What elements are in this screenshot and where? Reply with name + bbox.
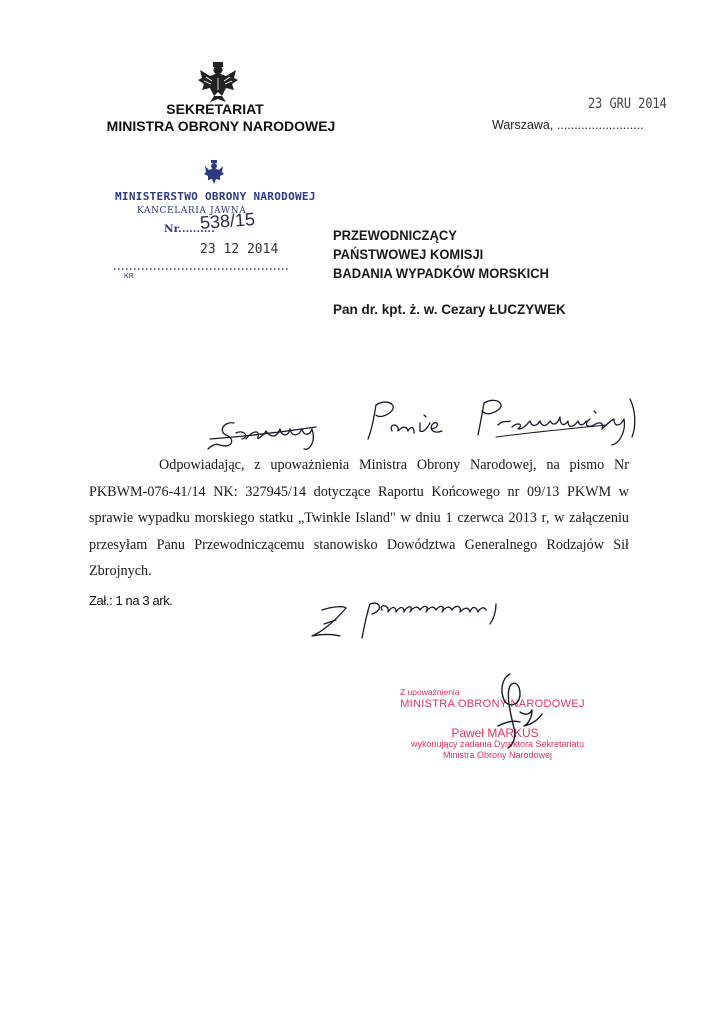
stamp-ministry-line: MINISTERSTWO OBRONY NARODOWEJ	[115, 190, 316, 203]
addressee-name: Pan dr. kpt. ż. w. Cezary ŁUCZYWEK	[333, 302, 566, 317]
handwritten-signature	[480, 672, 550, 757]
place-date-line: Warszawa, .........................	[492, 118, 644, 132]
handwritten-closing	[300, 584, 520, 649]
stamp-eagle-icon	[204, 160, 224, 186]
org-name-line2: MINISTRA OBRONY NARODOWEJ	[106, 118, 336, 134]
signature-stamp-line2: MINISTRA OBRONY NARODOWEJ	[400, 698, 585, 710]
addressee-line3: BADANIA WYPADKÓW MORSKICH	[333, 266, 549, 281]
date-stamp: 23 GRU 2014	[588, 96, 667, 112]
stamp-divider	[112, 260, 292, 278]
stamp-extra-mark: KR	[124, 273, 134, 280]
handwritten-salutation	[206, 393, 646, 458]
attachment-note: Zał.: 1 na 3 ark.	[89, 593, 173, 608]
registration-stamp	[112, 160, 316, 280]
eagle-emblem-icon	[196, 60, 240, 104]
signature-stamp	[385, 682, 615, 772]
addressee-line1: PRZEWODNICZĄCY	[333, 228, 457, 243]
org-name-line1: SEKRETARIAT	[166, 101, 264, 117]
stamp-reg-number: 538/15	[199, 209, 256, 233]
addressee-line2: PAŃSTWOWEJ KOMISJI	[333, 247, 484, 262]
signature-stamp-name: Paweł MARKUS	[451, 726, 539, 740]
signature-stamp-role: wykonujący zadania Dyrektora Sekretariatu	[410, 739, 585, 749]
addressee-block	[333, 226, 549, 283]
stamp-date: 23 12 2014	[200, 242, 279, 257]
signature-stamp-line1: Z upoważnienia	[400, 687, 460, 697]
stamp-nr-label: Nr..........	[164, 223, 215, 235]
letter-body-paragraph: Odpowiadając, z upoważnienia Ministra Obrony Narodowej, na pismo Nr PKBWM-076-41/14 NK: 327945/14 dotyczące Raportu Końcowego nr 09/13 PKWM w sprawie wypadku morskiego statku „Twinkle Island" w dniu 1 czerwca 2013 r, w załączeniu przesyłam Panu Przewodniczącemu stanowisko Dowództwa Generalnego Rodzajów Sił Zbrojnych.	[89, 457, 629, 579]
stamp-office-line: KANCELARIA JAWNA	[137, 206, 247, 216]
signature-stamp-office: Ministra Obrony Narodowej	[442, 750, 553, 760]
letter-body	[89, 452, 629, 585]
